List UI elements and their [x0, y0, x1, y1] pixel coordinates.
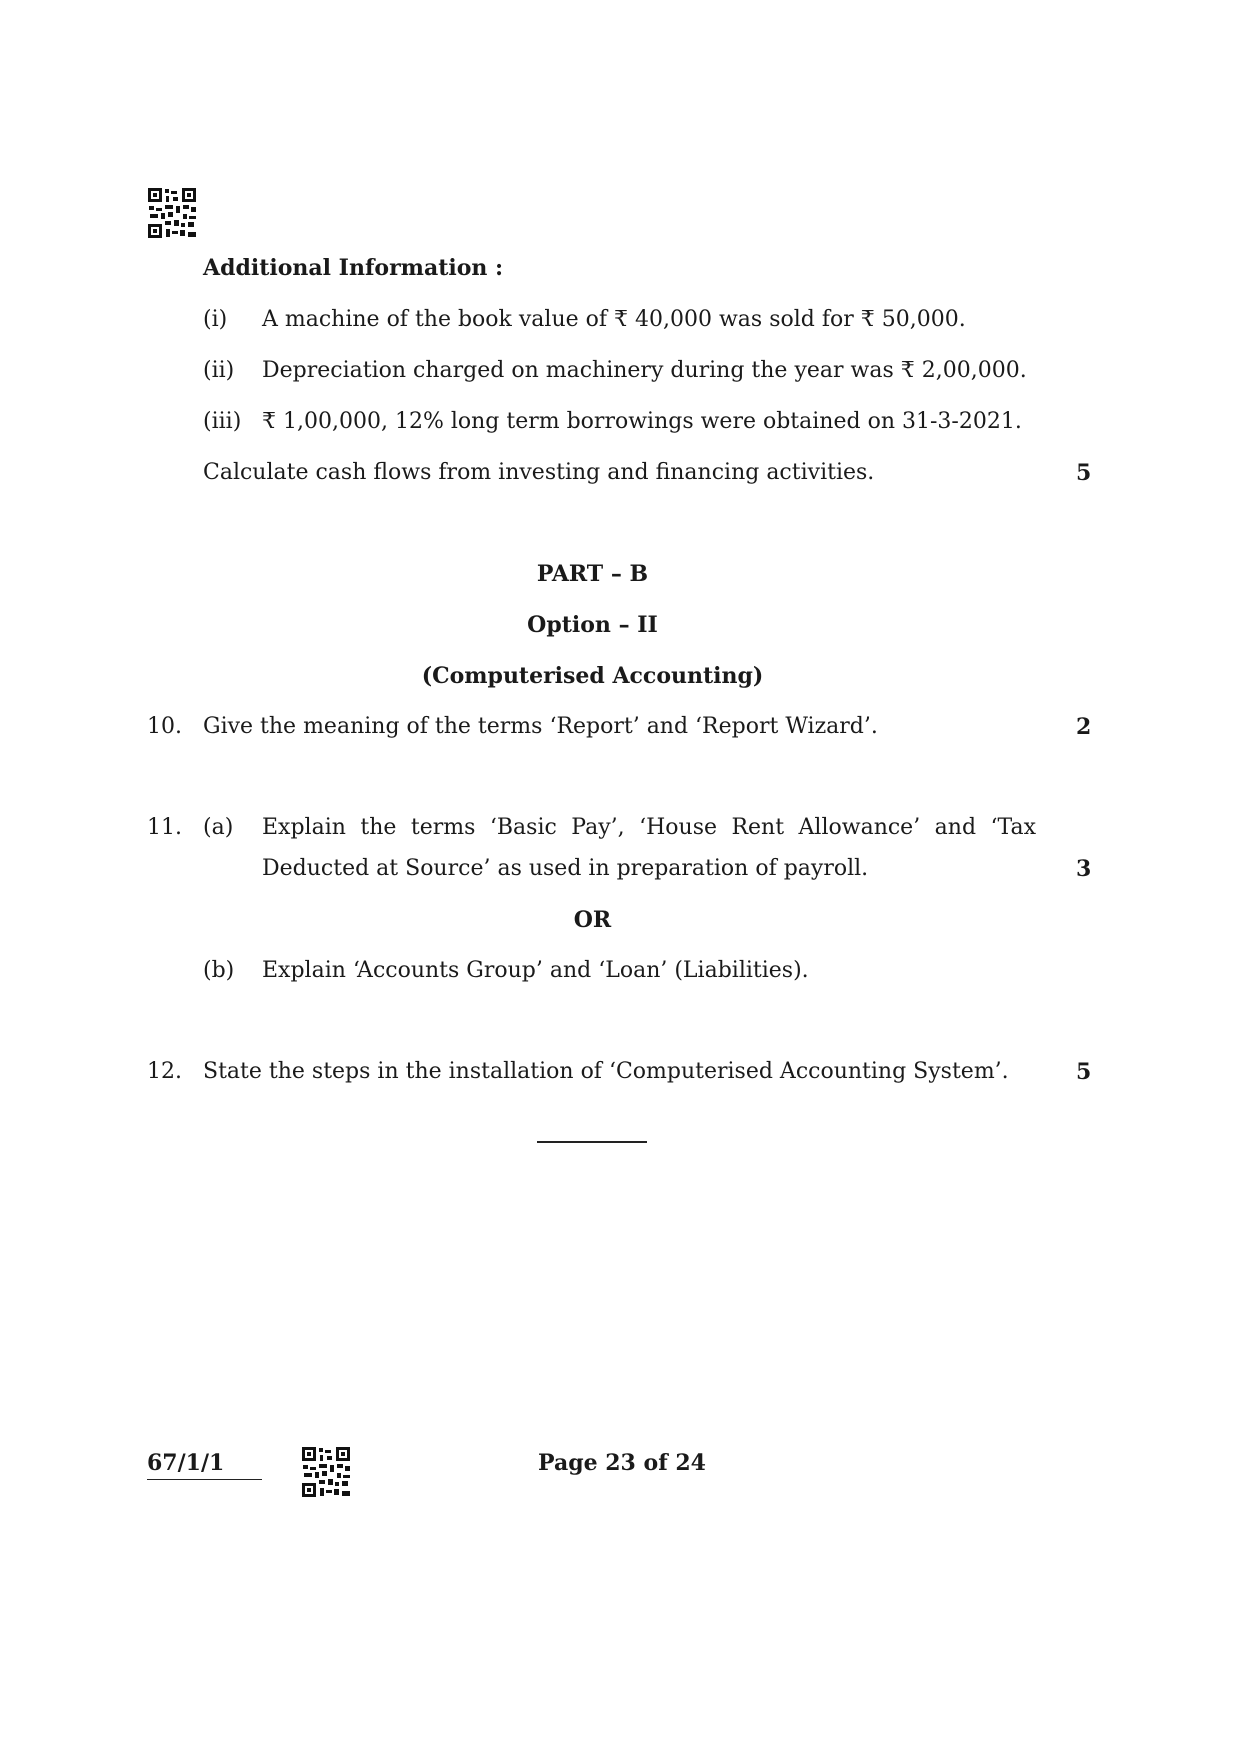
question-number: 12.: [147, 1059, 182, 1084]
option-title: Option – II: [527, 612, 658, 638]
question-text: Explain ‘Accounts Group’ and ‘Loan’ (Liabilities).: [262, 958, 809, 983]
question-text: State the steps in the installation of ‘Computerised Accounting System’.: [203, 1059, 1009, 1084]
question-text: Deducted at Source’ as used in preparation of payroll.: [262, 856, 869, 881]
paper-code-underline: [147, 1479, 262, 1480]
marks: 5: [1076, 460, 1092, 486]
additional-info-heading: Additional Information :: [203, 255, 504, 281]
info-item-number: (i): [203, 307, 228, 332]
info-item-text: ₹ 1,00,000, 12% long term borrowings were obtained on 31-3-2021.: [262, 409, 1022, 434]
marks: 5: [1076, 1059, 1092, 1085]
info-item-text: Depreciation charged on machinery during the year was ₹ 2,00,000.: [262, 358, 1027, 383]
marks: 2: [1076, 714, 1092, 740]
marks: 3: [1076, 856, 1092, 882]
section-subtitle: (Computerised Accounting): [421, 663, 764, 689]
question-text: Give the meaning of the terms ‘Report’ and ‘Report Wizard’.: [203, 714, 878, 739]
info-item-text: A machine of the book value of ₹ 40,000 was sold for ₹ 50,000.: [262, 307, 966, 332]
end-divider: [537, 1141, 647, 1143]
or-separator: OR: [573, 907, 612, 933]
question-number: 10.: [147, 714, 182, 739]
qr-code-icon: [301, 1446, 351, 1498]
qr-code-icon: [147, 187, 197, 239]
info-item-number: (ii): [203, 358, 235, 383]
info-item-number: (iii): [203, 409, 242, 434]
part-title: PART – B: [536, 561, 649, 587]
question-text: Explain the terms ‘Basic Pay’, ‘House Rent Allowance’ and ‘Tax: [262, 815, 1036, 840]
question-number: 11.: [147, 815, 182, 840]
paper-code: 67/1/1: [147, 1450, 225, 1476]
page-number: Page 23 of 24: [538, 1450, 706, 1476]
sub-question-label: (a): [203, 815, 234, 840]
question-instruction: Calculate cash flows from investing and financing activities.: [203, 460, 875, 485]
sub-question-label: (b): [203, 958, 235, 983]
